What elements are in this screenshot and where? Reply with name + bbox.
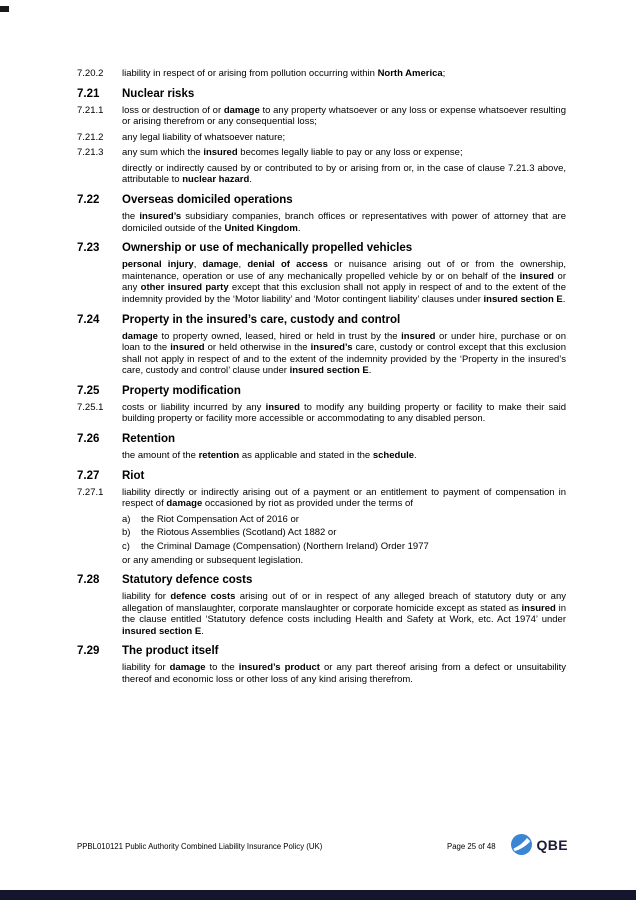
section-title: Property in the insured’s care, custody and control <box>122 313 401 326</box>
clause-text <box>122 402 566 425</box>
text-run: arising out of or in respect of any alleged breach of statutory duty or any allegation of manslaughter, corporate manslaughter or corporate homicide except as stated as <box>122 591 566 614</box>
page-footer <box>0 834 636 862</box>
clause-text <box>122 331 566 377</box>
section-title: Ownership or use of mechanically propelled vehicles <box>122 242 413 255</box>
text-run: the <box>122 211 140 223</box>
bold-term: insured’s <box>139 211 182 223</box>
clause-number: 7.29 <box>77 645 100 658</box>
bold-term: defence costs <box>170 591 236 603</box>
list-item <box>77 527 566 539</box>
bold-term: United Kingdom <box>224 222 298 234</box>
section-title: Overseas domiciled operations <box>122 194 293 207</box>
text-run: to modify any building property or facility to make their said building property or facility more accessible or accommodating to any disabled person. <box>122 401 566 425</box>
clause-number: 7.21 <box>77 87 100 100</box>
bold-term: damage <box>122 330 158 342</box>
text-run: to any property whatsoever or any loss or expense whatsoever resulting or arising therefrom or any consequential loss; <box>122 104 566 128</box>
text-run: , <box>193 259 203 271</box>
bold-term: insured section E <box>483 293 563 305</box>
clause-text <box>122 514 566 526</box>
list-item <box>77 514 566 526</box>
list-marker: a) <box>122 513 131 525</box>
bold-term: insured <box>519 270 554 282</box>
bold-term: personal injury <box>122 259 194 271</box>
footer-doc-reference: PPBL010121 Public Authority Combined Liability Insurance Policy (UK) <box>77 842 323 851</box>
bold-term: damage <box>202 259 239 271</box>
text-run: , <box>238 259 248 271</box>
clause-number: 7.21.3 <box>77 147 104 159</box>
text-run: any legal liability of whatsoever nature; <box>122 131 286 143</box>
scan-artifact-top <box>0 6 9 12</box>
clause-paragraph <box>77 163 566 186</box>
section-heading <box>77 573 566 587</box>
bold-term: damage <box>223 104 260 116</box>
clause-text <box>122 259 566 305</box>
text-run: or any <box>122 270 566 294</box>
clause-paragraph <box>77 105 566 128</box>
text-run: in the clause entitled ‘Statutory defence costs including Health and Safety at Work, etc. Act 1974’ under <box>122 602 566 626</box>
text-run: directly or indirectly caused by or contributed to by or arising from or, in the case of clause 7.21.3 above, attributable to <box>122 162 566 186</box>
clause-number: 7.25.1 <box>77 401 104 413</box>
scan-artifact-bottom <box>0 890 636 900</box>
clause-text <box>122 555 566 567</box>
qbe-logo-text: QBE <box>536 836 568 853</box>
clause-text <box>122 662 566 685</box>
clause-paragraph <box>77 147 566 159</box>
clause-paragraph <box>77 662 566 685</box>
text-run: or any part thereof arising from a defect or unsuitability thereof and economic loss or other loss of any kind arising therefrom. <box>122 662 566 686</box>
clause-paragraph <box>77 402 566 425</box>
clause-paragraph <box>77 591 566 637</box>
clause-paragraph <box>77 555 566 567</box>
section-title: Statutory defence costs <box>122 574 253 587</box>
qbe-roundel-icon <box>511 834 532 855</box>
text-run: or under hire, purchase or on loan to the <box>122 330 566 354</box>
bold-term: nuclear hazard <box>182 174 250 186</box>
bold-term: insured’s <box>310 342 353 354</box>
list-item <box>77 541 566 553</box>
text-run: except that this exclusion shall not apply in respect of and to the extent of the indemnity provided by the ‘Motor liability’ and ‘Motor contingent liability’ clauses under <box>122 282 566 305</box>
footer-page-number: Page 25 of 48 <box>447 842 496 851</box>
text-run: . <box>201 625 204 637</box>
clause-number: 7.24 <box>77 313 100 326</box>
section-title: Property modification <box>122 384 241 397</box>
bold-term: insured <box>203 147 238 159</box>
text-run: liability for <box>122 662 170 674</box>
clause-text <box>122 211 566 234</box>
text-run: subsidiary companies, branch offices or representatives with power of attorney that are domiciled outside of the <box>122 211 566 234</box>
clause-paragraph <box>77 68 566 80</box>
bold-term: insured’s product <box>238 662 320 674</box>
clause-number: 7.20.2 <box>77 68 104 79</box>
section-heading <box>77 313 566 327</box>
text-run: liability directly or indirectly arising out of a payment or an entitlement to payment of compensation in respect of <box>122 486 566 510</box>
bold-term: insured section E <box>289 365 369 377</box>
clause-number: 7.27 <box>77 469 100 482</box>
qbe-logo <box>511 834 568 855</box>
clause-text <box>122 68 566 80</box>
text-run: the Criminal Damage (Compensation) (Northern Ireland) Order 1977 <box>141 540 429 552</box>
section-heading <box>77 241 566 255</box>
text-run: or held otherwise in the <box>204 342 311 354</box>
clause-paragraph <box>77 450 566 462</box>
clause-paragraph <box>77 259 566 305</box>
clause-text <box>122 541 566 553</box>
section-heading <box>77 432 566 446</box>
clause-paragraph <box>77 211 566 234</box>
text-run: or any amending or subsequent legislation. <box>122 554 304 566</box>
bold-term: insured <box>521 602 556 614</box>
text-run: or nuisance arising out of or from the ownership, maintenance, operation or use of any mechanically propelled vehicle by or on behalf of the <box>122 259 566 282</box>
clause-paragraph <box>77 487 566 510</box>
text-run: the amount of the <box>122 450 199 462</box>
clause-number: 7.21.2 <box>77 131 104 143</box>
text-run: . <box>414 450 417 462</box>
bold-term: North America <box>377 68 443 79</box>
section-heading <box>77 87 566 101</box>
text-run: care, custody or control except that this exclusion shall not apply in respect of and to the extent of the indemnity provided by the ‘Property in the insured’s care, custody and control’ clause under <box>122 342 566 377</box>
section-heading <box>77 384 566 398</box>
text-run: costs or liability incurred by any <box>122 401 266 413</box>
clause-number: 7.25 <box>77 384 100 397</box>
bold-term: insured <box>401 330 436 342</box>
clause-number: 7.21.1 <box>77 104 104 116</box>
list-marker: b) <box>122 527 131 539</box>
clause-number: 7.26 <box>77 433 100 446</box>
clause-text <box>122 147 566 159</box>
text-run: . <box>368 365 372 377</box>
clause-number: 7.23 <box>77 242 100 255</box>
section-title: Retention <box>122 433 176 446</box>
bold-term: denial of access <box>247 259 328 271</box>
document-body <box>77 68 566 690</box>
clause-paragraph <box>77 331 566 377</box>
text-run: . <box>297 222 301 234</box>
bold-term: insured section E <box>122 625 202 637</box>
text-run: liability for <box>122 591 171 603</box>
section-heading <box>77 469 566 483</box>
text-run: occasioned by riot as provided under the terms of <box>202 498 413 510</box>
clause-text <box>122 527 566 539</box>
clause-paragraph <box>77 132 566 144</box>
bold-term: damage <box>169 662 206 674</box>
clause-text <box>122 487 566 510</box>
bold-term: schedule <box>372 450 415 462</box>
clause-number: 7.28 <box>77 574 100 587</box>
text-run: . <box>249 174 252 186</box>
clause-text <box>122 450 566 462</box>
text-run: as applicable and stated in the <box>239 450 373 462</box>
clause-number: 7.22 <box>77 194 100 207</box>
clause-text <box>122 163 566 186</box>
text-run: the Riotous Assemblies (Scotland) Act 1882 or <box>141 527 337 539</box>
clause-text <box>122 132 566 144</box>
clause-text <box>122 105 566 128</box>
section-heading <box>77 193 566 207</box>
text-run: any sum which the <box>122 147 204 159</box>
bold-term: retention <box>198 450 240 462</box>
section-title: Nuclear risks <box>122 87 195 100</box>
bold-term: insured <box>265 401 300 413</box>
list-marker: c) <box>122 540 130 552</box>
text-run: the Riot Compensation Act of 2016 or <box>141 513 299 525</box>
clause-text <box>122 591 566 637</box>
text-run: loss or destruction of or <box>122 104 224 116</box>
section-title: The product itself <box>122 645 219 658</box>
bold-term: insured <box>170 342 205 354</box>
clause-number: 7.27.1 <box>77 486 104 498</box>
section-heading <box>77 644 566 658</box>
text-run: liability in respect of or arising from pollution occurring within <box>122 68 378 79</box>
bold-term: other insured party <box>140 282 229 294</box>
text-run: to property owned, leased, hired or held in trust by the <box>157 330 402 342</box>
text-run: becomes legally liable to pay or any loss or expense; <box>237 147 463 159</box>
bold-term: damage <box>166 498 203 510</box>
section-title: Riot <box>122 469 145 482</box>
text-run: ; <box>442 68 446 79</box>
text-run: to the <box>205 662 239 674</box>
text-run: . <box>562 293 566 305</box>
